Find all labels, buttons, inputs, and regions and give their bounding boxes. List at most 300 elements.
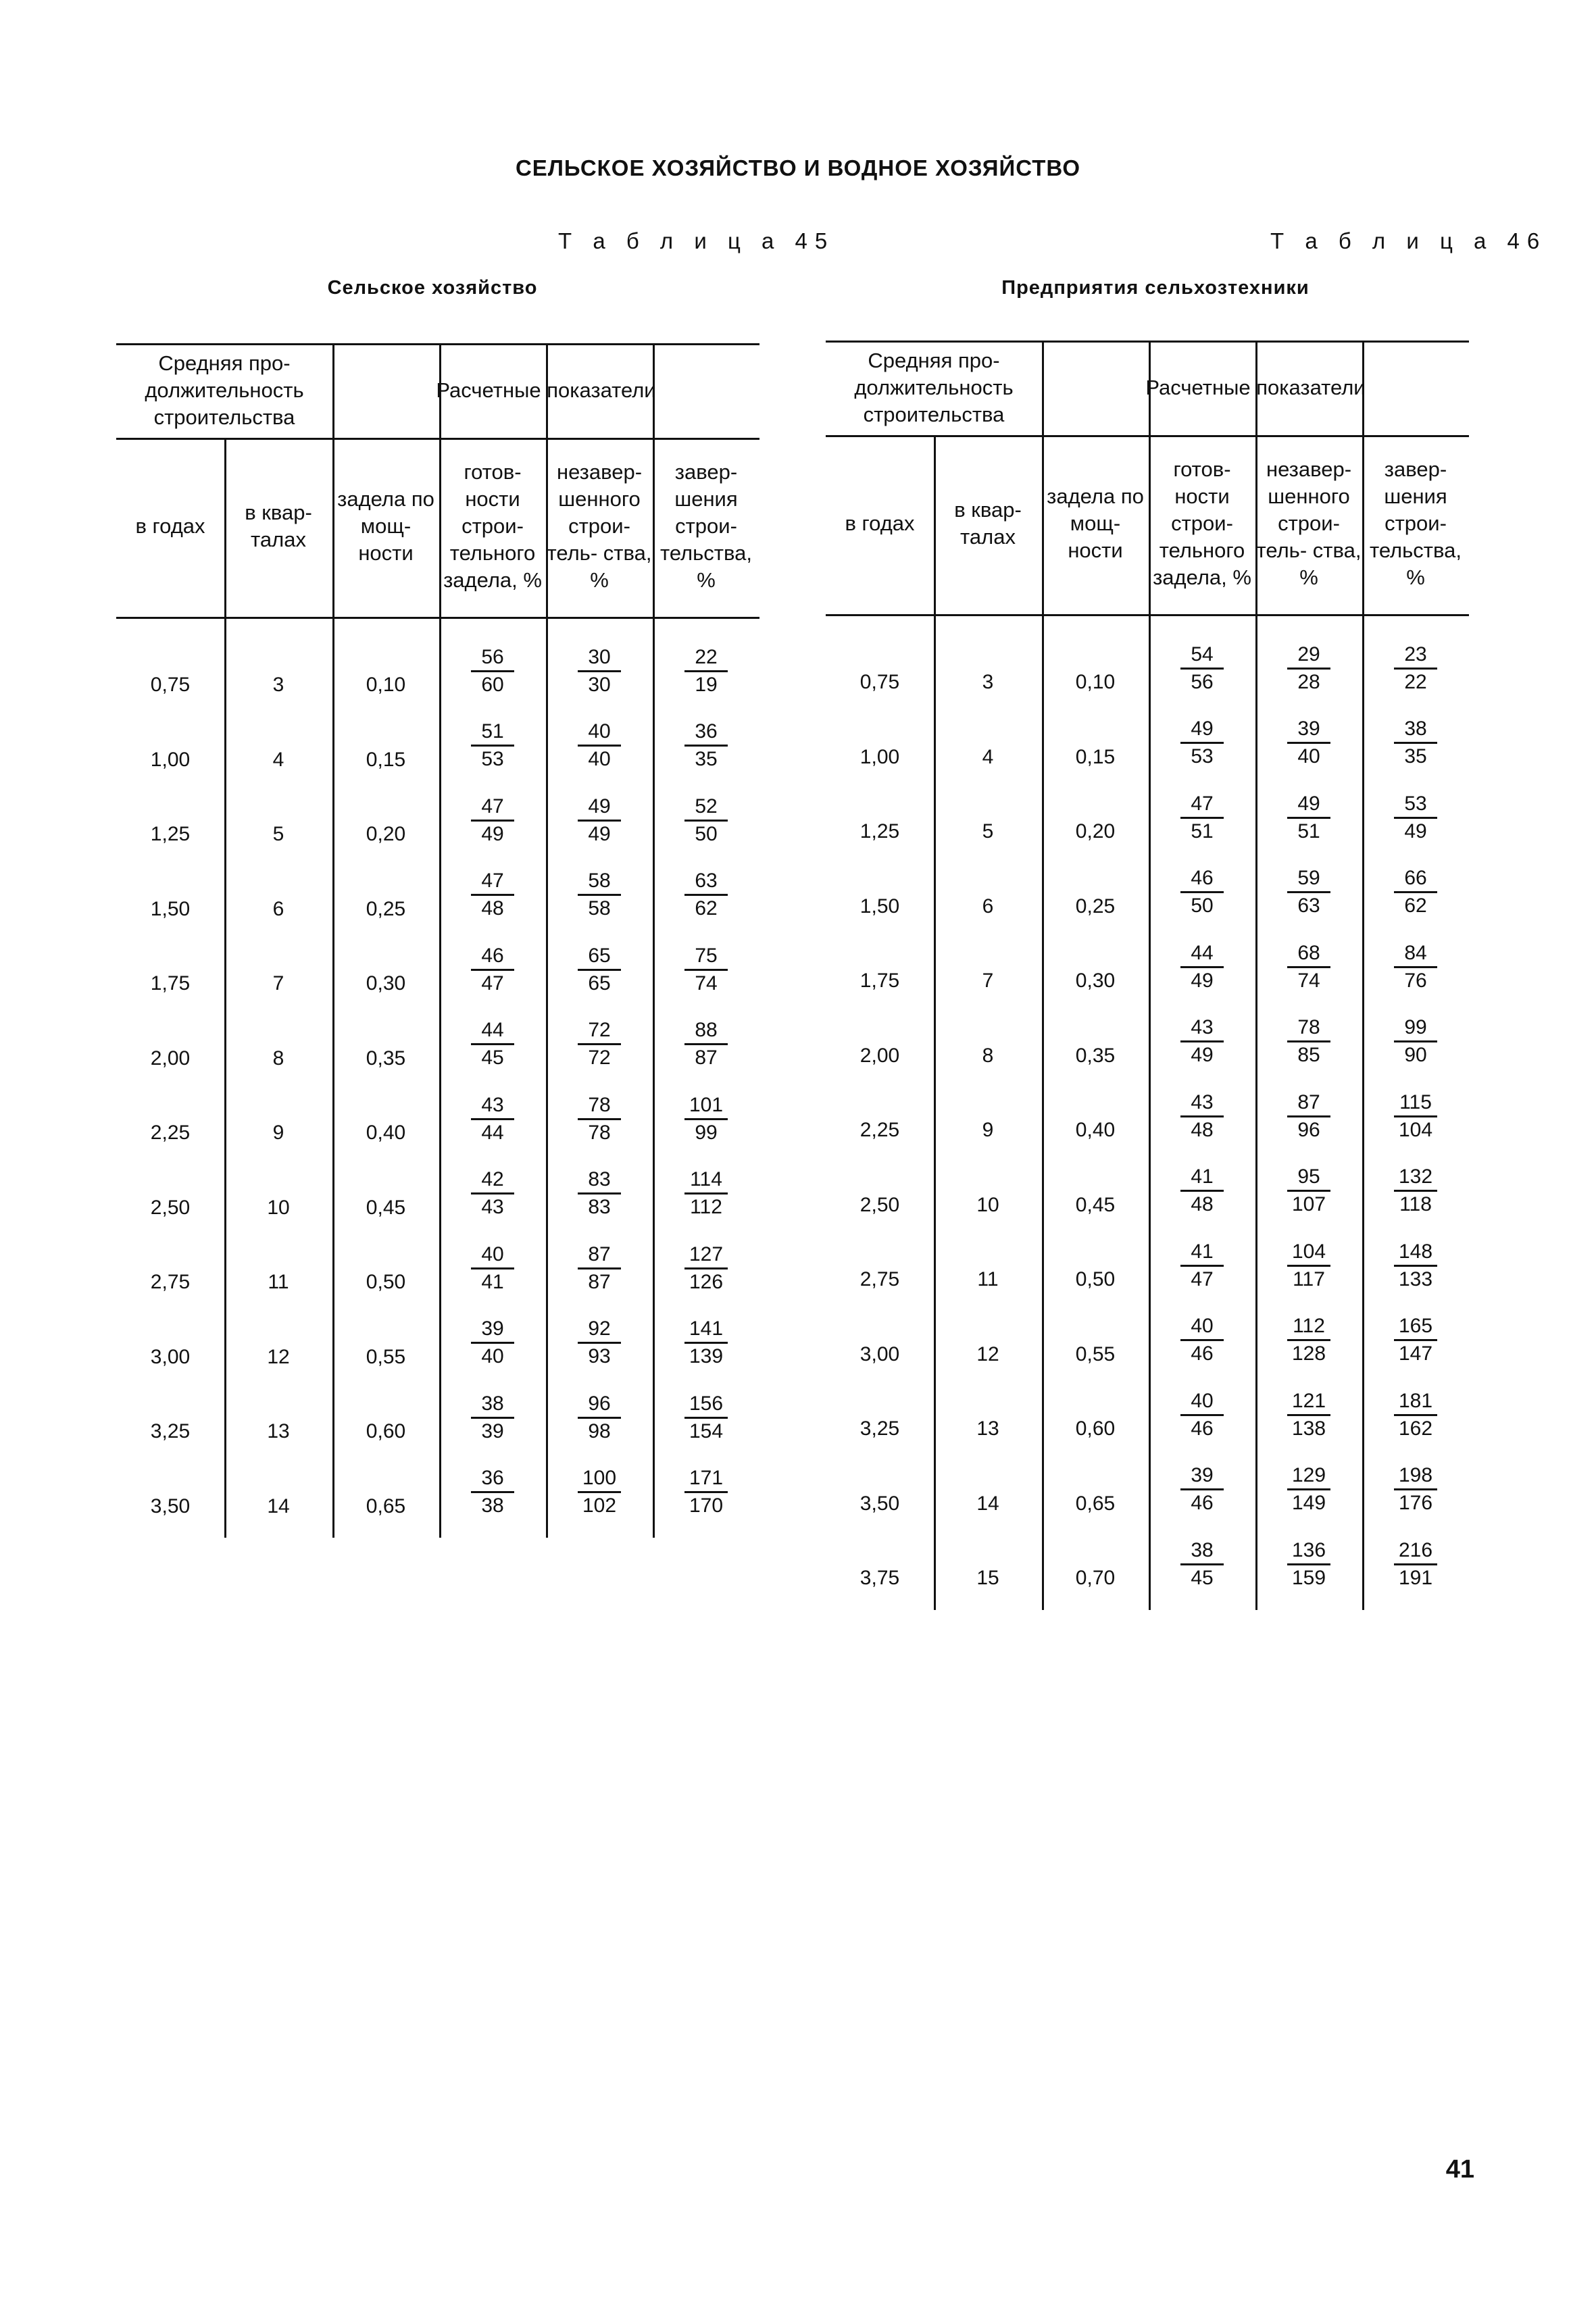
cell-completion <box>653 866 759 924</box>
cell-readiness <box>439 642 546 700</box>
cell-readiness-denominator: 53 <box>1180 742 1224 770</box>
cell-unfinished-numerator: 30 <box>588 645 611 668</box>
cell-readiness-numerator: 44 <box>481 1019 504 1041</box>
cell-unfinished-numerator: 49 <box>1297 792 1320 815</box>
cell-quarters: 9 <box>272 1122 284 1144</box>
cell-readiness <box>439 717 546 775</box>
cell-unfinished-denominator: 40 <box>578 745 621 772</box>
cell-readiness <box>1149 639 1255 697</box>
cell-completion-denominator: 35 <box>1394 742 1437 770</box>
table-45-label: Т а б л и ц а 45 <box>558 228 835 253</box>
cell-readiness-numerator: 38 <box>481 1392 504 1415</box>
cell-readiness <box>439 1388 546 1447</box>
cell-completion-denominator: 147 <box>1394 1339 1437 1367</box>
cell-completion-numerator: 66 <box>1404 867 1427 889</box>
cell-unfinished <box>1255 1162 1362 1220</box>
header-unfinished-text: незавер- шенного строи- тель- ства, % <box>1256 457 1362 589</box>
cell-readiness-denominator: 48 <box>1180 1190 1224 1217</box>
cell-completion-denominator: 118 <box>1394 1190 1437 1217</box>
cell-completion-numerator: 216 <box>1398 1538 1433 1561</box>
cell-unfinished-denominator: 117 <box>1287 1265 1330 1292</box>
cell-readiness-numerator: 43 <box>1191 1090 1214 1113</box>
cell-readiness-denominator: 48 <box>1180 1115 1224 1143</box>
cell-unfinished-denominator: 28 <box>1287 668 1330 695</box>
cell-completion <box>1362 1461 1469 1519</box>
header-calc-indicators-text: Расчетные показатели <box>436 378 656 402</box>
cell-unfinished <box>546 1015 653 1074</box>
cell-unfinished <box>546 1314 653 1372</box>
cell-completion-numerator: 127 <box>689 1242 724 1265</box>
cell-quarters: 3 <box>272 674 284 696</box>
cell-unfinished-denominator: 49 <box>578 820 621 847</box>
cell-years: 2,50 <box>859 1193 900 1216</box>
cell-readiness-denominator: 46 <box>1180 1414 1224 1442</box>
cell-completion-numerator: 88 <box>695 1019 718 1041</box>
cell-zadel: 0,40 <box>1075 1119 1116 1141</box>
cell-unfinished-denominator: 102 <box>578 1491 621 1519</box>
cell-readiness <box>439 791 546 849</box>
cell-completion-numerator: 181 <box>1398 1389 1433 1412</box>
cell-completion-denominator: 50 <box>684 820 728 847</box>
cell-zadel: 0,65 <box>1075 1492 1116 1515</box>
cell-readiness <box>1149 1236 1255 1294</box>
cell-readiness-numerator: 47 <box>1191 792 1214 815</box>
cell-zadel: 0,55 <box>366 1345 406 1368</box>
cell-years: 2,75 <box>859 1268 900 1290</box>
cell-zadel: 0,25 <box>366 897 406 920</box>
cell-completion <box>1362 788 1469 847</box>
cell-completion-denominator: 49 <box>1394 817 1437 845</box>
cell-completion-denominator: 19 <box>684 670 728 698</box>
cell-completion-denominator: 104 <box>1394 1115 1437 1143</box>
cell-completion-numerator: 52 <box>695 795 718 818</box>
cell-unfinished-denominator: 85 <box>1287 1040 1330 1068</box>
cell-quarters: 14 <box>267 1494 290 1517</box>
cell-unfinished-numerator: 40 <box>588 720 611 743</box>
cell-readiness <box>1149 1162 1255 1220</box>
cell-unfinished <box>546 1239 653 1297</box>
cell-unfinished-numerator: 39 <box>1297 718 1320 740</box>
cell-unfinished <box>1255 714 1362 772</box>
cell-completion-denominator: 133 <box>1394 1265 1437 1292</box>
cell-completion-denominator: 170 <box>684 1491 728 1519</box>
cell-unfinished-numerator: 78 <box>588 1093 611 1116</box>
cell-readiness-numerator: 43 <box>481 1093 504 1116</box>
cell-years: 1,75 <box>150 972 191 995</box>
cell-unfinished <box>546 1165 653 1223</box>
header-completion-text: завер- шения строи- тельства, % <box>660 460 752 592</box>
cell-unfinished-numerator: 100 <box>582 1467 617 1489</box>
cell-unfinished <box>1255 1236 1362 1294</box>
cell-readiness-numerator: 56 <box>481 645 504 668</box>
cell-readiness-numerator: 36 <box>481 1467 504 1489</box>
cell-completion-denominator: 139 <box>684 1342 728 1369</box>
cell-quarters: 8 <box>982 1044 994 1067</box>
cell-unfinished <box>1255 1386 1362 1444</box>
header-calc-indicators <box>1042 341 1469 435</box>
cell-years: 3,25 <box>859 1417 900 1440</box>
cell-readiness <box>439 1090 546 1148</box>
cell-quarters: 5 <box>982 820 994 842</box>
cell-unfinished <box>1255 1535 1362 1593</box>
header-avg-duration-text: Средняя про- должительность строительства <box>854 349 1014 426</box>
cell-completion <box>653 1463 759 1521</box>
cell-readiness-numerator: 40 <box>1191 1315 1214 1337</box>
cell-zadel: 0,20 <box>1075 820 1116 842</box>
cell-years: 1,25 <box>150 823 191 845</box>
cell-unfinished-denominator: 149 <box>1287 1488 1330 1516</box>
cell-unfinished <box>1255 863 1362 922</box>
cell-completion-numerator: 132 <box>1398 1165 1433 1188</box>
cell-unfinished <box>546 791 653 849</box>
cell-quarters: 6 <box>272 897 284 920</box>
cell-unfinished <box>1255 938 1362 996</box>
cell-years: 3,25 <box>150 1420 191 1442</box>
cell-readiness-denominator: 45 <box>471 1043 514 1071</box>
cell-quarters: 10 <box>267 1196 290 1219</box>
cell-readiness <box>1149 1087 1255 1145</box>
cell-completion <box>1362 714 1469 772</box>
cell-years: 3,50 <box>859 1492 900 1515</box>
cell-readiness <box>439 1239 546 1297</box>
cell-unfinished-numerator: 65 <box>588 944 611 967</box>
cell-readiness-numerator: 42 <box>481 1168 504 1190</box>
cell-years: 1,00 <box>150 748 191 771</box>
cell-unfinished-denominator: 40 <box>1287 742 1330 770</box>
cell-completion-denominator: 191 <box>1394 1563 1437 1591</box>
cell-unfinished-denominator: 72 <box>578 1043 621 1071</box>
cell-zadel: 0,30 <box>366 972 406 995</box>
cell-readiness <box>1149 788 1255 847</box>
cell-years: 1,25 <box>859 820 900 842</box>
header-unfinished-text: незавер- шенного строи- тель- ства, % <box>547 460 652 592</box>
cell-zadel: 0,60 <box>1075 1417 1116 1440</box>
cell-readiness <box>1149 938 1255 996</box>
cell-completion-denominator: 74 <box>684 969 728 997</box>
cell-readiness-denominator: 60 <box>471 670 514 698</box>
cell-completion <box>653 1090 759 1148</box>
cell-years: 2,00 <box>150 1047 191 1070</box>
cell-zadel: 0,60 <box>366 1420 406 1442</box>
cell-completion-denominator: 62 <box>684 894 728 922</box>
cell-years: 3,75 <box>859 1567 900 1589</box>
cell-unfinished-denominator: 138 <box>1287 1414 1330 1442</box>
cell-completion <box>1362 1013 1469 1071</box>
cell-quarters: 8 <box>272 1047 284 1070</box>
page-title: СЕЛЬСКОЕ ХОЗЯЙСТВО И ВОДНОЕ ХОЗЯЙСТВО <box>515 155 1081 180</box>
cell-unfinished-numerator: 72 <box>588 1019 611 1041</box>
cell-completion-numerator: 148 <box>1398 1240 1433 1263</box>
cell-readiness-denominator: 47 <box>1180 1265 1224 1292</box>
cell-readiness <box>1149 1311 1255 1369</box>
cell-completion-numerator: 165 <box>1398 1315 1433 1337</box>
cell-completion <box>653 1015 759 1074</box>
cell-completion-denominator: 90 <box>1394 1040 1437 1068</box>
header-zadel-power <box>1042 435 1149 612</box>
header-years-text: в годах <box>845 511 915 535</box>
cell-unfinished-denominator: 83 <box>578 1192 621 1220</box>
cell-completion-numerator: 53 <box>1404 792 1427 815</box>
cell-years: 1,75 <box>859 970 900 992</box>
header-years <box>116 438 224 615</box>
cell-readiness-denominator: 43 <box>471 1192 514 1220</box>
cell-readiness-denominator: 50 <box>1180 891 1224 919</box>
cell-completion <box>1362 1162 1469 1220</box>
cell-readiness-denominator: 40 <box>471 1342 514 1369</box>
cell-completion-numerator: 84 <box>1404 941 1427 964</box>
cell-quarters: 10 <box>976 1193 999 1216</box>
cell-quarters: 9 <box>982 1119 994 1141</box>
cell-zadel: 0,50 <box>366 1271 406 1293</box>
cell-quarters: 11 <box>977 1268 999 1290</box>
cell-quarters: 7 <box>982 970 994 992</box>
cell-unfinished-numerator: 136 <box>1291 1538 1326 1561</box>
cell-quarters: 5 <box>272 823 284 845</box>
cell-readiness-numerator: 41 <box>1191 1240 1214 1263</box>
header-quarters <box>224 438 332 615</box>
cell-quarters: 11 <box>268 1271 289 1293</box>
cell-completion-denominator: 126 <box>684 1267 728 1295</box>
cell-completion <box>653 1239 759 1297</box>
cell-quarters: 12 <box>976 1342 999 1365</box>
cell-completion-denominator: 162 <box>1394 1414 1437 1442</box>
header-unfinished <box>1255 435 1362 612</box>
cell-unfinished-numerator: 87 <box>588 1242 611 1265</box>
cell-readiness <box>439 1463 546 1521</box>
cell-completion-denominator: 22 <box>1394 668 1437 695</box>
cell-unfinished <box>1255 788 1362 847</box>
cell-unfinished-numerator: 49 <box>588 795 611 818</box>
cell-readiness <box>1149 714 1255 772</box>
cell-quarters: 15 <box>976 1567 999 1589</box>
cell-zadel: 0,65 <box>366 1494 406 1517</box>
cell-readiness-denominator: 38 <box>471 1491 514 1519</box>
cell-unfinished-numerator: 121 <box>1291 1389 1326 1412</box>
cell-unfinished-numerator: 92 <box>588 1317 611 1340</box>
cell-quarters: 12 <box>267 1345 290 1368</box>
cell-readiness-numerator: 40 <box>481 1242 504 1265</box>
cell-readiness-denominator: 49 <box>1180 966 1224 994</box>
table-45-caption: Сельское хозяйство <box>327 277 538 299</box>
cell-years: 2,75 <box>150 1271 191 1293</box>
header-avg-duration-text: Средняя про- должительность строительства <box>145 351 304 429</box>
cell-readiness-numerator: 38 <box>1191 1538 1214 1561</box>
cell-readiness <box>1149 863 1255 922</box>
cell-unfinished-denominator: 107 <box>1287 1190 1330 1217</box>
header-avg-duration <box>826 341 1042 435</box>
cell-unfinished <box>1255 1087 1362 1145</box>
cell-completion-denominator: 76 <box>1394 966 1437 994</box>
cell-unfinished <box>1255 639 1362 697</box>
cell-completion <box>1362 1311 1469 1369</box>
cell-quarters: 13 <box>976 1417 999 1440</box>
cell-unfinished-denominator: 159 <box>1287 1563 1330 1591</box>
cell-unfinished <box>546 866 653 924</box>
cell-zadel: 0,50 <box>1075 1268 1116 1290</box>
cell-quarters: 13 <box>267 1420 290 1442</box>
cell-completion <box>1362 1087 1469 1145</box>
cell-unfinished <box>546 1388 653 1447</box>
cell-completion <box>1362 863 1469 922</box>
header-quarters-text: в квар- талах <box>954 498 1022 549</box>
header-readiness-text: готов- ности строи- тельного задела, % <box>443 460 542 592</box>
cell-completion-numerator: 114 <box>690 1168 722 1190</box>
cell-unfinished-numerator: 96 <box>588 1392 611 1415</box>
cell-unfinished-numerator: 129 <box>1291 1464 1326 1486</box>
cell-zadel: 0,45 <box>1075 1193 1116 1216</box>
header-completion <box>653 438 759 615</box>
cell-zadel: 0,10 <box>1075 671 1116 693</box>
cell-readiness <box>1149 1461 1255 1519</box>
cell-readiness-numerator: 39 <box>481 1317 504 1340</box>
cell-readiness-denominator: 46 <box>1180 1339 1224 1367</box>
cell-zadel: 0,70 <box>1075 1567 1116 1589</box>
cell-readiness <box>1149 1386 1255 1444</box>
cell-zadel: 0,20 <box>366 823 406 845</box>
cell-readiness-denominator: 49 <box>1180 1040 1224 1068</box>
cell-completion <box>1362 938 1469 996</box>
cell-readiness-numerator: 41 <box>1191 1165 1214 1188</box>
header-zadel-power-text: задела по мощ- ности <box>337 487 434 565</box>
cell-quarters: 14 <box>976 1492 999 1515</box>
cell-completion-numerator: 115 <box>1399 1090 1432 1113</box>
cell-readiness-numerator: 51 <box>481 720 504 743</box>
cell-unfinished-numerator: 78 <box>1297 1016 1320 1038</box>
cell-completion-numerator: 156 <box>689 1392 724 1415</box>
header-calc-indicators <box>332 343 759 438</box>
cell-completion <box>653 1314 759 1372</box>
cell-completion <box>653 940 759 999</box>
cell-readiness-denominator: 41 <box>471 1267 514 1295</box>
cell-unfinished-denominator: 63 <box>1287 891 1330 919</box>
cell-unfinished <box>1255 1013 1362 1071</box>
cell-readiness <box>439 1015 546 1074</box>
cell-completion <box>1362 1535 1469 1593</box>
cell-completion-numerator: 36 <box>695 720 718 743</box>
cell-readiness-numerator: 54 <box>1191 643 1214 665</box>
cell-years: 0,75 <box>150 674 191 696</box>
cell-completion <box>653 717 759 775</box>
cell-unfinished-numerator: 87 <box>1297 1090 1320 1113</box>
cell-readiness-denominator: 46 <box>1180 1488 1224 1516</box>
cell-unfinished-denominator: 93 <box>578 1342 621 1369</box>
cell-completion-numerator: 171 <box>689 1467 724 1489</box>
cell-years: 0,75 <box>859 671 900 693</box>
cell-unfinished-numerator: 59 <box>1297 867 1320 889</box>
cell-zadel: 0,35 <box>1075 1044 1116 1067</box>
cell-completion-numerator: 38 <box>1404 718 1427 740</box>
cell-unfinished-denominator: 78 <box>578 1118 621 1146</box>
cell-completion-numerator: 63 <box>695 870 718 892</box>
cell-zadel: 0,25 <box>1075 895 1116 917</box>
table-45 <box>116 343 759 1538</box>
cell-completion-denominator: 99 <box>684 1118 728 1146</box>
header-years-text: в годах <box>135 514 205 538</box>
cell-unfinished-numerator: 83 <box>588 1168 611 1190</box>
cell-readiness <box>439 866 546 924</box>
cell-quarters: 4 <box>982 745 994 768</box>
cell-completion <box>1362 1236 1469 1294</box>
header-quarters <box>934 435 1042 612</box>
cell-years: 1,00 <box>859 745 900 768</box>
cell-quarters: 6 <box>982 895 994 917</box>
cell-completion <box>1362 1386 1469 1444</box>
cell-readiness-numerator: 40 <box>1191 1389 1214 1412</box>
cell-completion-denominator: 176 <box>1394 1488 1437 1516</box>
header-avg-duration <box>116 343 332 438</box>
cell-unfinished <box>546 1090 653 1148</box>
cell-years: 2,00 <box>859 1044 900 1067</box>
cell-years: 1,50 <box>859 895 900 917</box>
cell-completion-denominator: 154 <box>684 1417 728 1444</box>
header-zadel-power <box>332 438 439 615</box>
cell-unfinished-numerator: 58 <box>588 870 611 892</box>
cell-completion <box>653 642 759 700</box>
cell-unfinished-denominator: 98 <box>578 1417 621 1444</box>
cell-readiness-denominator: 39 <box>471 1417 514 1444</box>
cell-unfinished-denominator: 128 <box>1287 1339 1330 1367</box>
cell-unfinished <box>1255 1461 1362 1519</box>
cell-readiness-denominator: 56 <box>1180 668 1224 695</box>
cell-zadel: 0,45 <box>366 1196 406 1219</box>
cell-readiness-numerator: 46 <box>1191 867 1214 889</box>
cell-unfinished-denominator: 51 <box>1287 817 1330 845</box>
cell-years: 2,25 <box>150 1122 191 1144</box>
cell-unfinished-denominator: 65 <box>578 969 621 997</box>
cell-zadel: 0,40 <box>366 1122 406 1144</box>
cell-readiness-numerator: 49 <box>1191 718 1214 740</box>
cell-completion <box>653 1165 759 1223</box>
table-46 <box>826 341 1469 1610</box>
header-quarters-text: в квар- талах <box>245 501 312 551</box>
cell-unfinished <box>1255 1311 1362 1369</box>
cell-unfinished-denominator: 58 <box>578 894 621 922</box>
cell-unfinished <box>546 717 653 775</box>
cell-quarters: 3 <box>982 671 994 693</box>
cell-zadel: 0,15 <box>1075 745 1116 768</box>
header-readiness <box>1149 435 1255 612</box>
cell-unfinished-denominator: 96 <box>1287 1115 1330 1143</box>
cell-readiness <box>1149 1013 1255 1071</box>
cell-readiness <box>439 1314 546 1372</box>
cell-completion-numerator: 22 <box>695 645 718 668</box>
header-years <box>826 435 934 612</box>
cell-readiness-denominator: 53 <box>471 745 514 772</box>
cell-completion-numerator: 99 <box>1404 1016 1427 1038</box>
cell-readiness-numerator: 39 <box>1191 1464 1214 1486</box>
table-46-label: Т а б л и ц а 46 <box>1270 228 1547 253</box>
cell-readiness-denominator: 49 <box>471 820 514 847</box>
cell-completion-numerator: 75 <box>695 944 718 967</box>
cell-zadel: 0,35 <box>366 1047 406 1070</box>
cell-readiness-denominator: 48 <box>471 894 514 922</box>
cell-completion-denominator: 35 <box>684 745 728 772</box>
cell-years: 3,50 <box>150 1494 191 1517</box>
cell-completion-numerator: 141 <box>689 1317 724 1340</box>
header-readiness <box>439 438 546 615</box>
cell-unfinished-denominator: 74 <box>1287 966 1330 994</box>
cell-quarters: 4 <box>272 748 284 771</box>
header-readiness-text: готов- ности строи- тельного задела, % <box>1153 457 1251 589</box>
cell-unfinished <box>546 1463 653 1521</box>
header-completion-text: завер- шения строи- тельства, % <box>1370 457 1462 589</box>
cell-readiness-denominator: 51 <box>1180 817 1224 845</box>
cell-readiness-denominator: 44 <box>471 1118 514 1146</box>
cell-completion-numerator: 198 <box>1398 1464 1433 1486</box>
cell-readiness-numerator: 47 <box>481 795 504 818</box>
cell-completion <box>1362 639 1469 697</box>
header-completion <box>1362 435 1469 612</box>
